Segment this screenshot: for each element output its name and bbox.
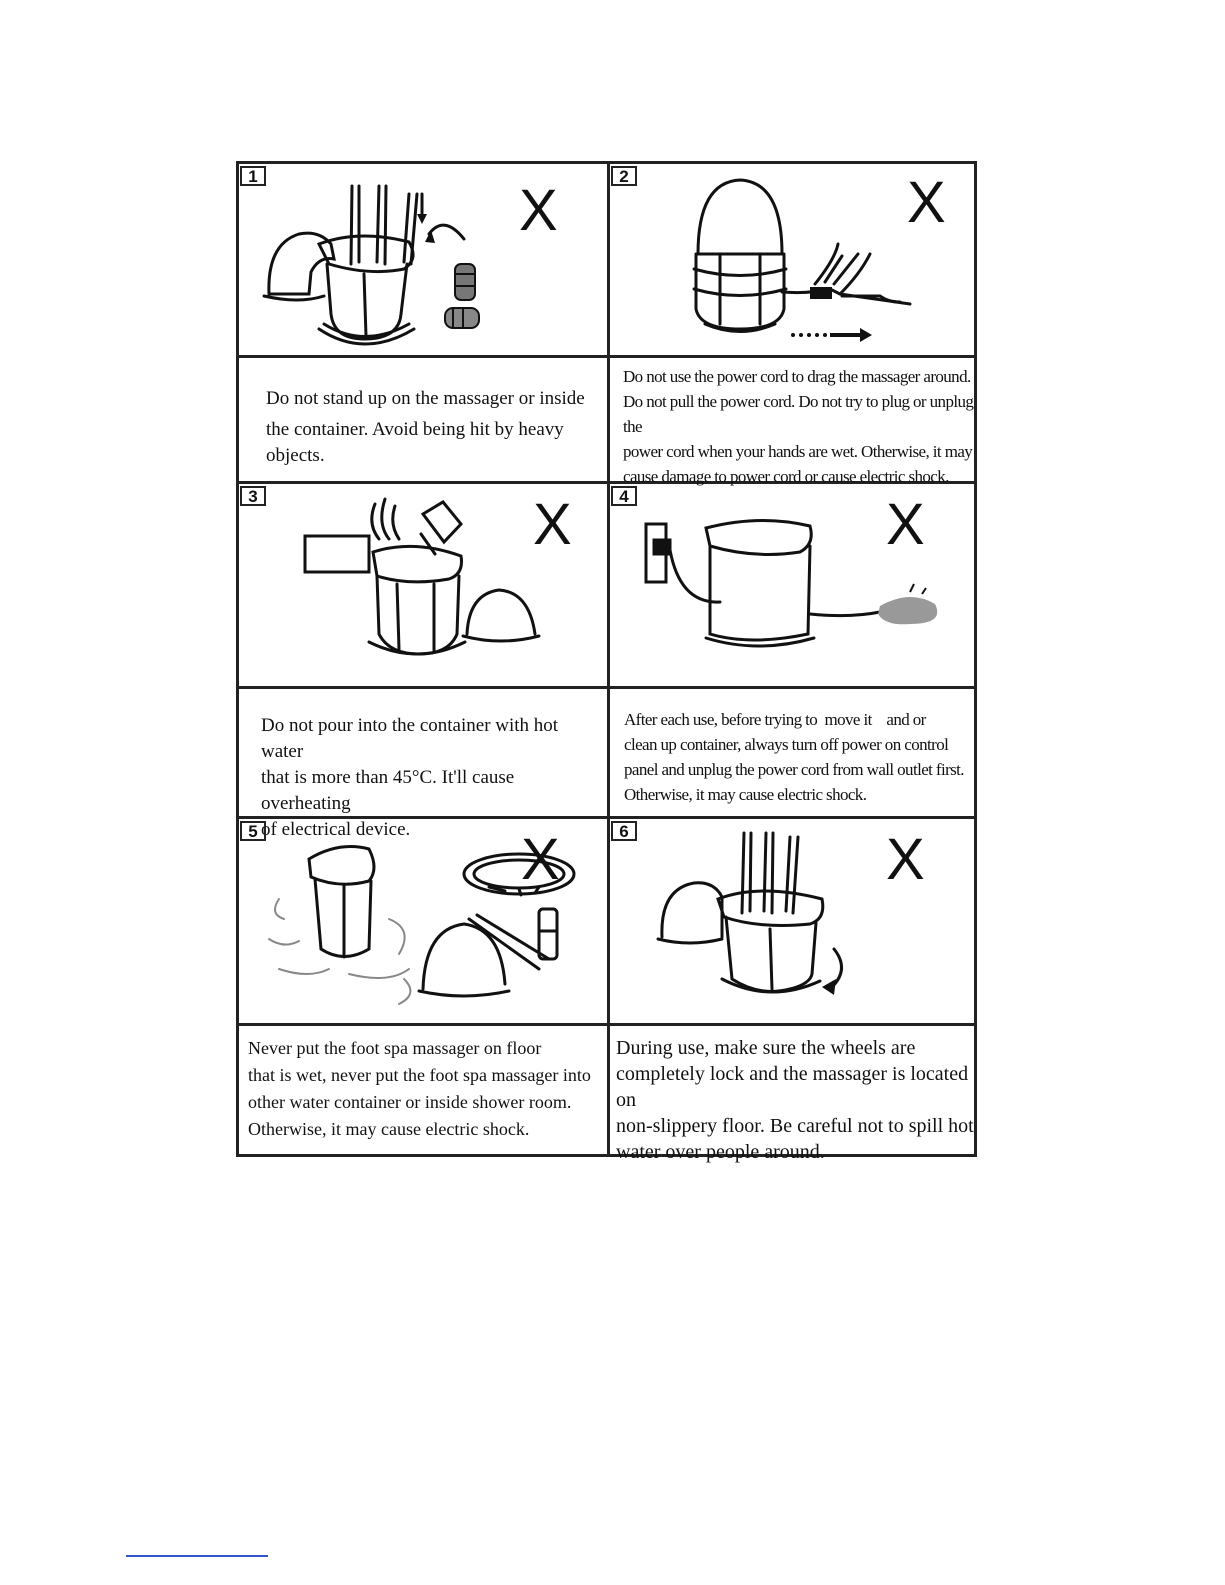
panel-number-badge: 3 <box>240 486 266 506</box>
caption-line: Otherwise, it may cause electric shock. <box>624 785 867 804</box>
prohibited-x-icon: X <box>886 492 925 557</box>
caption-line: water over people around. <box>616 1141 825 1163</box>
panel-number-badge: 4 <box>611 486 637 506</box>
prohibited-x-icon: X <box>907 170 946 235</box>
caption-line: non-slippery floor. Be careful not to spill hot <box>616 1115 974 1137</box>
panel-3-caption <box>239 689 607 840</box>
caption-line: that is wet, never put the foot spa massager into <box>248 1065 591 1085</box>
panel-2-caption <box>610 358 977 486</box>
caption-line: clean up container, always turn off power on control <box>624 735 949 754</box>
panel-1-illustration <box>239 164 607 355</box>
caption-line: the container. Avoid being hit by heavy objects. <box>266 419 564 466</box>
prohibited-x-icon: X <box>519 178 558 243</box>
panel-3-illustration <box>239 484 607 686</box>
caption-line: After each use, before trying to move it and or <box>624 710 926 729</box>
wet-floor-illustration <box>239 819 607 1023</box>
panel-2-illustration <box>610 164 977 355</box>
drag-by-cord-illustration <box>610 164 977 355</box>
footer-link-underline <box>126 1555 268 1557</box>
stand-on-massager-illustration <box>239 164 607 355</box>
panel-number-badge: 6 <box>611 821 637 841</box>
caption-line: During use, make sure the wheels are <box>616 1037 916 1059</box>
caption-line: Otherwise, it may cause electric shock. <box>248 1119 530 1139</box>
panel-number-badge: 5 <box>240 821 266 841</box>
panel-6-caption <box>610 1026 977 1163</box>
panel-number-badge: 2 <box>611 166 637 186</box>
caption-line: Do not pull the power cord. Do not try to plug or unplug the <box>623 392 974 436</box>
caption-line: completely lock and the massager is located on <box>616 1063 969 1111</box>
panel-6-illustration <box>610 819 977 1023</box>
caption-line: that is more than 45°C. It'll cause overheating <box>261 767 515 814</box>
caption-line: other water container or inside shower room. <box>248 1092 572 1112</box>
caption-line: panel and unplug the power cord from wall outlet first. <box>624 760 964 779</box>
panel-5-caption <box>239 1026 607 1157</box>
caption-line: Never put the foot spa massager on floor <box>248 1038 542 1058</box>
prohibited-x-icon: X <box>521 827 560 892</box>
caption-line: Do not pour into the container with hot water <box>261 715 559 762</box>
hot-water-illustration <box>239 484 607 686</box>
panel-1-caption <box>239 358 607 481</box>
panel-5-illustration <box>239 819 607 1023</box>
prohibited-x-icon: X <box>533 492 572 557</box>
prohibited-x-icon: X <box>886 827 925 892</box>
caption-line: cause damage to power cord or cause electric shock. <box>623 467 949 486</box>
panel-4-caption <box>610 689 977 816</box>
caption-line: Do not use the power cord to drag the massager around. <box>623 367 971 386</box>
panel-4-illustration <box>610 484 977 686</box>
safety-warning-grid <box>236 161 977 1163</box>
locked-wheels-illustration <box>610 819 977 1023</box>
caption-line: Do not stand up on the massager or inside <box>266 388 585 409</box>
caption-line: of electrical device. <box>261 819 411 840</box>
unplug-before-moving-illustration <box>610 484 977 686</box>
panel-number-badge: 1 <box>240 166 266 186</box>
caption-line: power cord when your hands are wet. Otherwise, it may <box>623 442 973 461</box>
